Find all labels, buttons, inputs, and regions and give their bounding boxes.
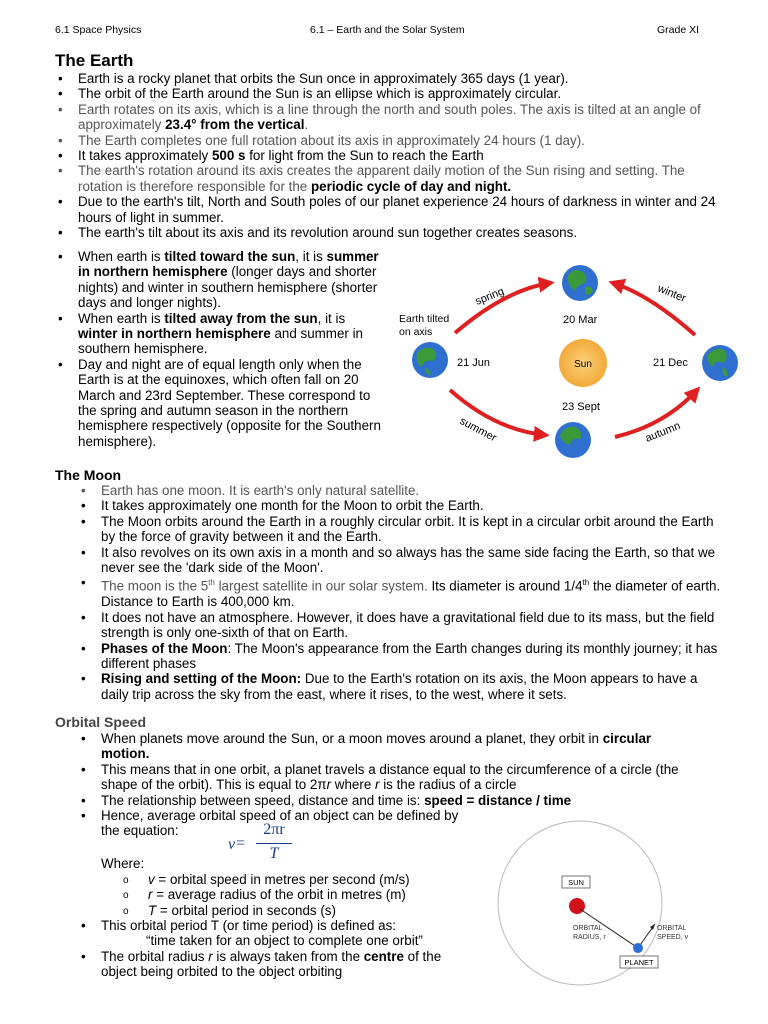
- svg-text:summer: summer: [457, 415, 499, 445]
- earth-sept: [555, 422, 591, 458]
- list-item: • The Earth completes one full rotation about its axis in approximately 24 hours (1 day).: [78, 133, 718, 148]
- orbit-sun: [569, 898, 585, 914]
- list-item: o r = average radius of the orbit in metres (m): [148, 887, 508, 902]
- list-item: • Phases of the Moon: The Moon's appearance from the Earth changes during its monthly journey; it has different phases: [101, 641, 721, 672]
- svg-text:ORBITAL: ORBITAL: [657, 925, 687, 932]
- list-item: • Earth has one moon. It is earth's only natural satellite.: [101, 483, 721, 498]
- earth-list-narrow: [78, 249, 383, 449]
- moon-list: [101, 483, 721, 702]
- section-title-orbital: Orbital Speed: [55, 714, 147, 730]
- svg-text:21 Dec: 21 Dec: [653, 357, 688, 369]
- earth-list-full: [78, 71, 718, 240]
- earth-dec: [702, 345, 738, 381]
- list-item: • The Moon orbits around the Earth in a roughly circular orbit. It is kept in a circular orbit around the Earth by the force of gravity between it and the Earth.: [101, 514, 721, 545]
- list-item: • The orbit of the Earth around the Sun is an ellipse which is approximately circular.: [78, 86, 718, 101]
- header-right: Grade XI: [657, 24, 700, 36]
- list-item: • Due to the earth's tilt, North and South poles of our planet experience 24 hours of darkness in winter and 24 hours of light in summer.: [78, 194, 718, 225]
- list-item: • Day and night are of equal length only when the Earth is at the equinoxes, which often fall on 20 March and 23rd September. These correspond to the spring and autumn season in the northern hemisphere respectively (opposite for the Southern hemisphere).: [78, 357, 383, 449]
- header-left: 6.1 Space Physics: [55, 24, 142, 36]
- list-item: • When earth is tilted away from the sun, it is winter in northern hemisphere and summer in southern hemisphere.: [78, 311, 383, 357]
- header-center: 6.1 – Earth and the Solar System: [310, 24, 465, 36]
- list-item: • The moon is the 5th largest satellite in our solar system. Its diameter is around 1/4th the diameter of earth. Distance to Earth is 400,000 km.: [101, 575, 721, 609]
- section-title-earth: The Earth: [55, 51, 134, 70]
- list-item: • This orbital period T (or time period) is defined as: “time taken for an object to complete one orbit”: [101, 918, 471, 949]
- section-title-moon: The Moon: [55, 467, 122, 483]
- earth-mar: [562, 265, 598, 301]
- list-item: • This means that in one orbit, a planet travels a distance equal to the circumference of a circle (the shape of the orbit). This is equal to 2πr where r is the radius of a circle: [101, 762, 701, 793]
- svg-text:on axis: on axis: [399, 326, 433, 338]
- svg-text:20 Mar: 20 Mar: [563, 314, 598, 326]
- svg-text:winter: winter: [655, 282, 688, 305]
- svg-text:Earth tilted: Earth tilted: [399, 313, 450, 325]
- list-item: • The relationship between speed, distance and time is: speed = distance / time: [101, 793, 701, 808]
- svg-text:SUN: SUN: [568, 878, 584, 887]
- svg-text:21 Jun: 21 Jun: [457, 357, 491, 369]
- svg-text:ORBITAL: ORBITAL: [573, 925, 603, 932]
- svg-text:Sun: Sun: [574, 359, 592, 370]
- orbital-list-b: [101, 918, 471, 980]
- list-item: • The earth's rotation around its axis creates the apparent daily motion of the Sun rising and setting. The rotation is therefore responsible for the periodic cycle of day and night.: [78, 163, 718, 194]
- list-item: • When earth is tilted toward the sun, it is summer in northern hemisphere (longer days and shorter nights) and winter in southern hemisphere (shorter days and longer nights).: [78, 249, 383, 311]
- list-item: • It takes approximately one month for the Moon to orbit the Earth.: [101, 498, 721, 513]
- orbit-diagram: [495, 808, 725, 1018]
- list-item: • The orbital radius r is always taken from the centre of the object being orbited to the object orbiting: [101, 949, 471, 980]
- list-item: • Earth is a rocky planet that orbits the Sun once in approximately 365 days (1 year).: [78, 71, 718, 86]
- orbit-planet: [633, 943, 643, 953]
- variable-list: [148, 872, 508, 918]
- svg-text:23 Sept: 23 Sept: [562, 401, 600, 413]
- earth-jun: [412, 342, 448, 378]
- list-item: • The earth's tilt about its axis and its revolution around sun together creates seasons.: [78, 225, 718, 240]
- list-item: o v = orbital speed in metres per second (m/s): [148, 872, 508, 887]
- list-item: • It also revolves on its own axis in a month and so always has the same side facing the Earth, so that we never see the 'dark side of the Moon'.: [101, 545, 721, 576]
- list-item: • It does not have an atmosphere. However, it does have a gravitational field due to its mass, but the field strength is only one-sixth of that on Earth.: [101, 610, 721, 641]
- svg-text:SPEED, v: SPEED, v: [657, 934, 689, 941]
- seasons-diagram: [395, 255, 745, 460]
- list-item: • It takes approximately 500 s for light from the Sun to reach the Earth: [78, 148, 718, 163]
- list-item: o T = orbital period in seconds (s): [148, 903, 508, 918]
- svg-text:PLANET: PLANET: [624, 958, 654, 967]
- svg-text:RADIUS, r: RADIUS, r: [573, 934, 606, 941]
- list-item: • Rising and setting of the Moon: Due to the Earth's rotation on its axis, the Moon appears to have a daily trip across the sky from the east, where it rises, to the west, where it sets.: [101, 671, 721, 702]
- list-item: • Hence, average orbital speed of an object can be defined by the equation:: [101, 808, 701, 839]
- where-label: Where:: [101, 856, 145, 871]
- svg-text:autumn: autumn: [643, 419, 683, 445]
- list-item: • When planets move around the Sun, or a moon moves around a planet, they orbit in circular motion.: [101, 731, 701, 762]
- svg-text:spring: spring: [473, 285, 506, 308]
- list-item: • Earth rotates on its axis, which is a line through the north and south poles. The axis is tilted at an angle of approximately 23.4° from the vertical.: [78, 102, 718, 133]
